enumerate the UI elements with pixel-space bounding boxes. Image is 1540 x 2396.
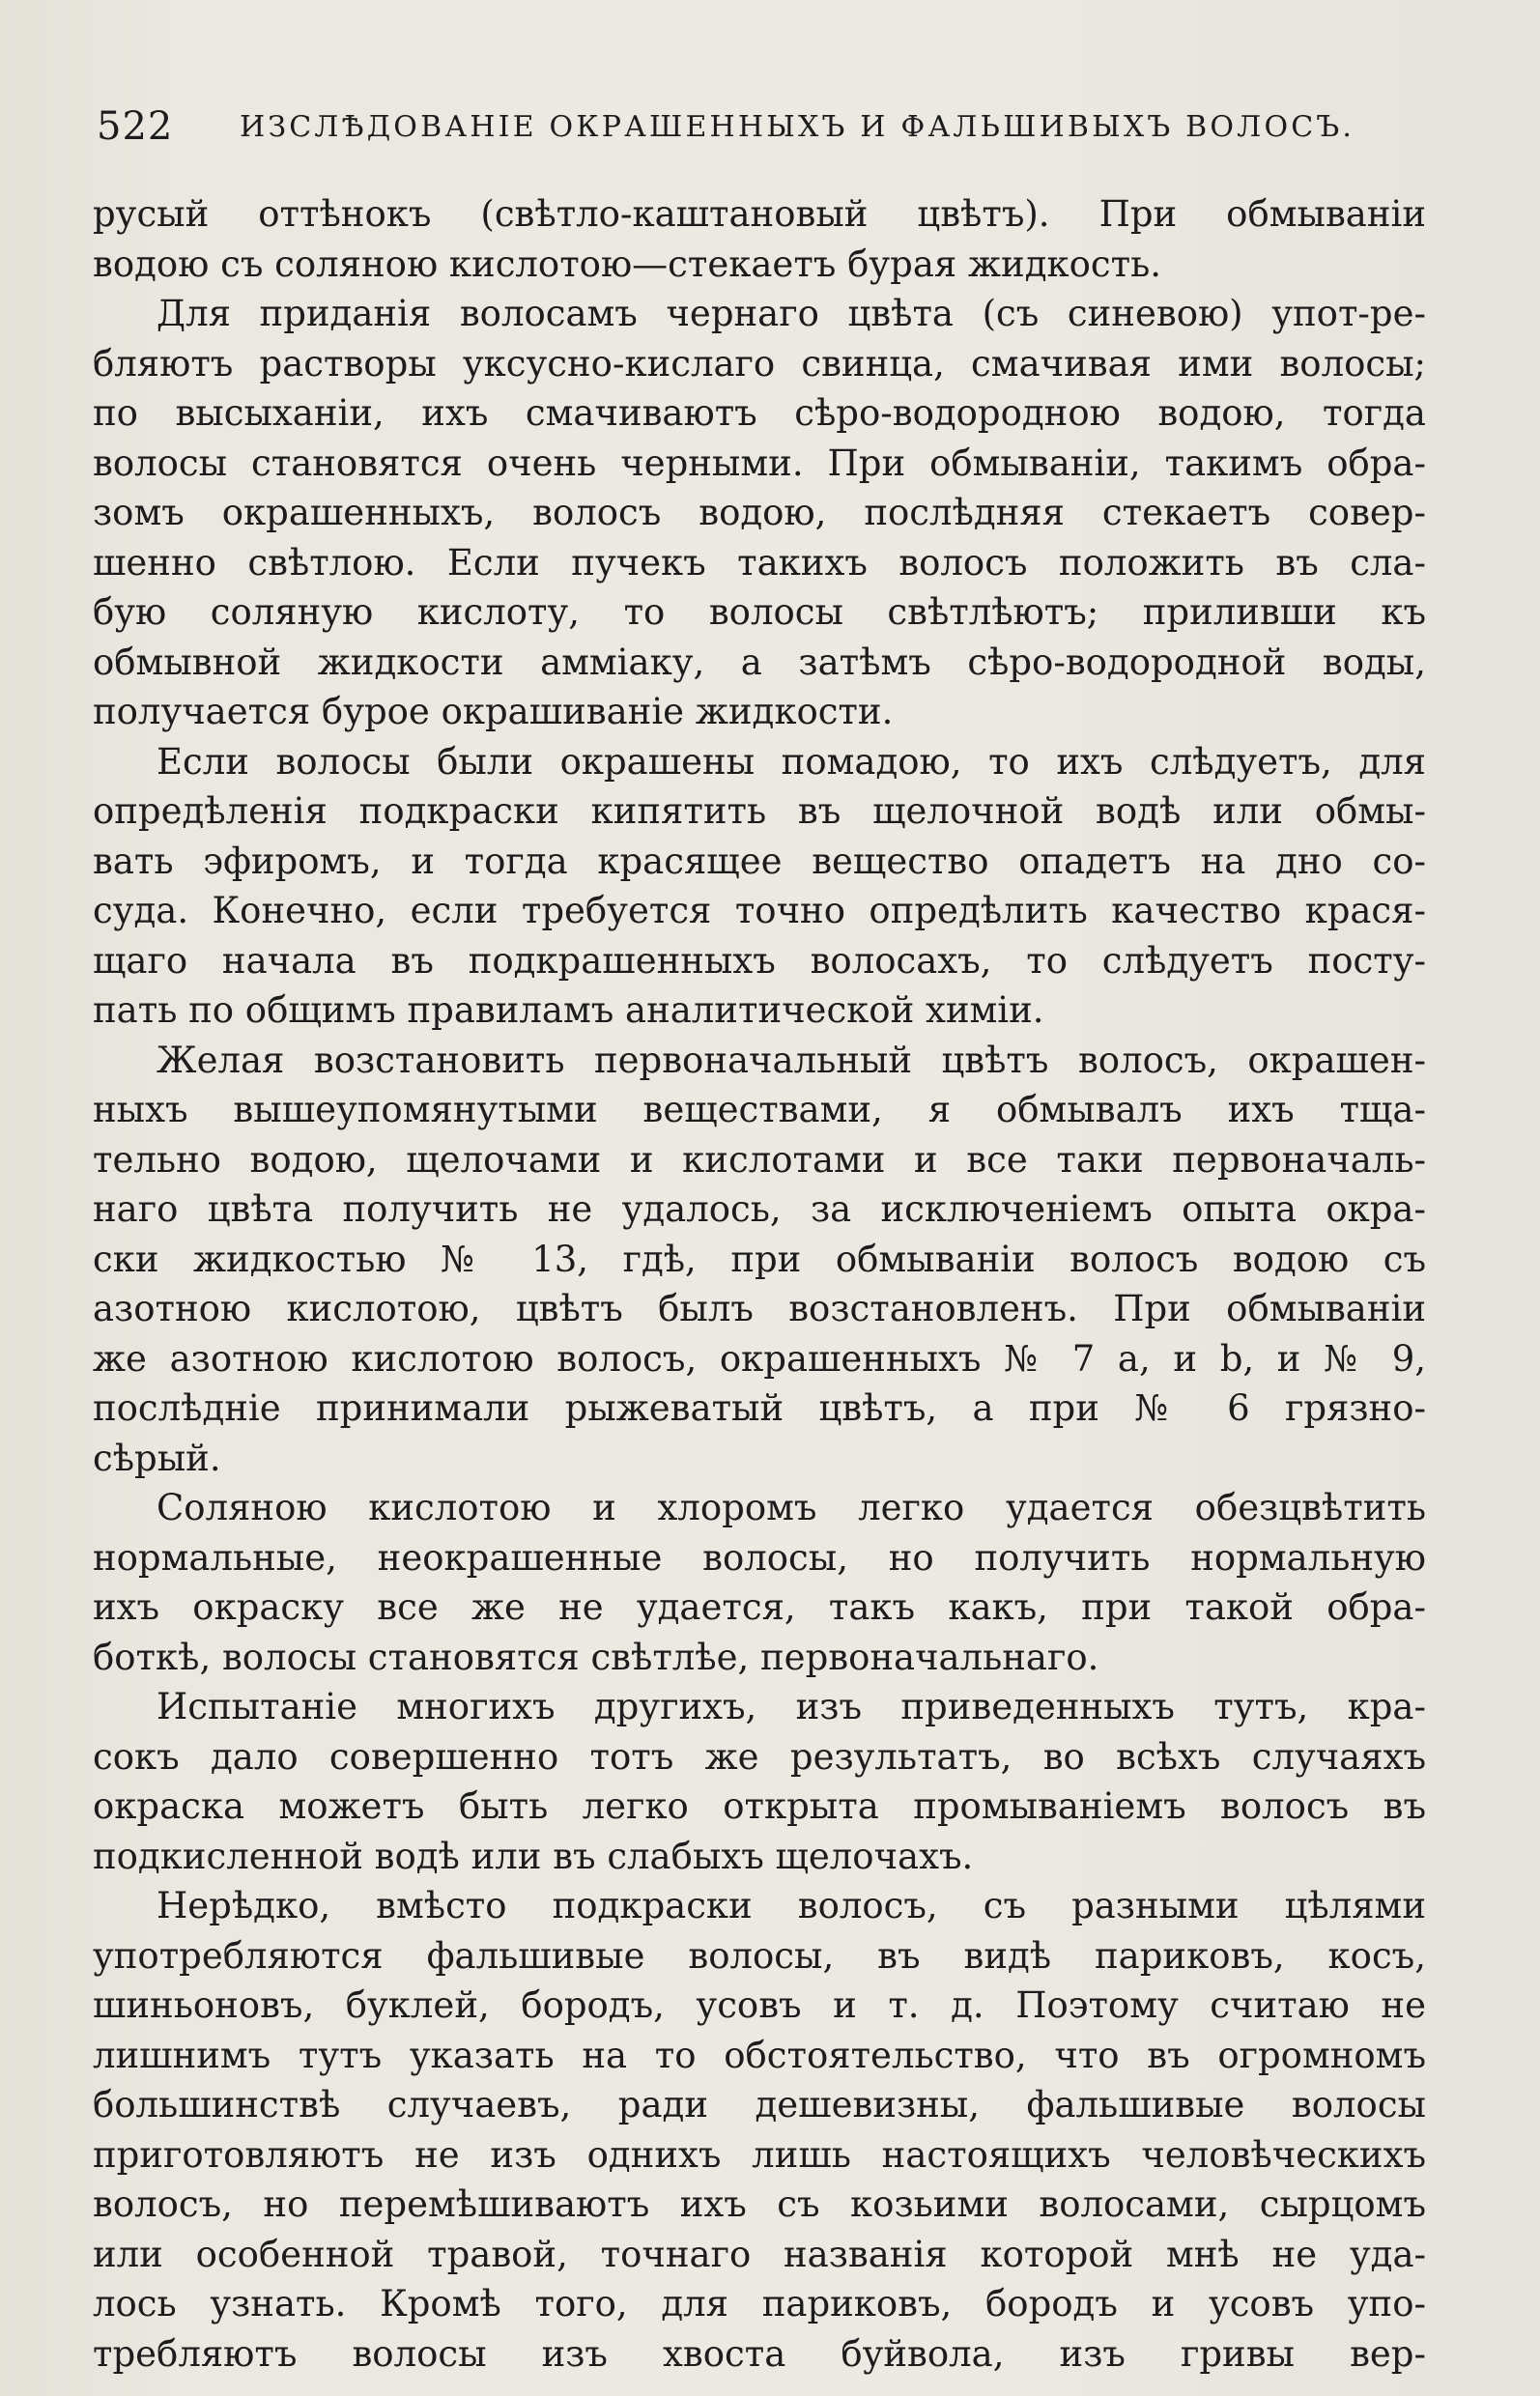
text-line: наго цвѣта получить не удалось, за исключеніемъ опыта окра- <box>93 1188 1426 1230</box>
paragraph <box>93 737 1426 1036</box>
page-header <box>97 104 1430 162</box>
text-line: подкисленной водѣ или въ слабыхъ щелочахъ. <box>93 1835 974 1877</box>
text-line: Если волосы были окрашены помадою, то ихъ слѣдуетъ, для <box>157 740 1426 783</box>
body-text <box>93 189 1426 2379</box>
text-line: Испытаніе многихъ другихъ, изъ приведенныхъ тутъ, кра- <box>157 1686 1426 1727</box>
text-line: шиньоновъ, буклей, бородъ, усовъ и т. д. Поэтому считаю не <box>93 1984 1426 2026</box>
text-line: русый оттѣнокъ (свѣтло-каштановый цвѣтъ). При обмываніи <box>93 193 1426 235</box>
text-line: или особенной травой, точнаго названія которой мнѣ не уда- <box>93 2233 1426 2275</box>
text-line: щаго начала въ подкрашенныхъ волосахъ, то слѣдуетъ посту- <box>93 939 1426 982</box>
text-line: волосы становятся очень черными. При обмываніи, такимъ обра- <box>93 442 1426 484</box>
paragraph <box>93 1036 1426 1484</box>
paragraph <box>93 189 1426 289</box>
page-number: 522 <box>97 104 174 149</box>
text-line: сѣрый. <box>93 1437 221 1479</box>
paragraph <box>93 1483 1426 1682</box>
text-line: водою съ соляною кислотою—стекаетъ бурая жидкость. <box>93 242 1161 285</box>
text-line: бляютъ растворы уксусно-кислаго свинца, смачивая ими волосы; <box>93 342 1426 385</box>
text-line: шенно свѣтлою. Если пучекъ такихъ волосъ положить въ сла- <box>93 541 1426 584</box>
text-line: пать по общимъ правиламъ аналитической химіи. <box>93 989 1044 1031</box>
text-line: же азотною кислотою волосъ, окрашенныхъ № 7 a, и b, и № 9, <box>93 1337 1426 1380</box>
text-line: требляютъ волосы изъ хвоста буйвола, изъ гривы вер- <box>93 2332 1426 2375</box>
text-line: ихъ окраску все же не удается, такъ какъ, при такой обра- <box>93 1586 1426 1628</box>
text-line: Для приданія волосамъ чернаго цвѣта (съ синевою) упот-ре- <box>157 293 1426 334</box>
text-line: получается бурое окрашиваніе жидкости. <box>93 691 894 732</box>
text-line: по высыханіи, ихъ смачиваютъ сѣро-водородною водою, тогда <box>93 392 1426 434</box>
running-title: ИЗСЛѢДОВАНІЕ ОКРАШЕННЫХЪ И ФАЛЬШИВЫХЪ ВОЛОСЪ. <box>240 110 1355 144</box>
text-line: сокъ дало совершенно тотъ же результатъ, во всѣхъ случаяхъ <box>93 1735 1426 1778</box>
text-line: вать эфиромъ, и тогда красящее вещество опадетъ на дно со- <box>93 840 1426 882</box>
text-line: лось узнать. Кромѣ того, для париковъ, бородъ и усовъ упо- <box>93 2283 1426 2325</box>
text-line: большинствѣ случаевъ, ради дешевизны, фальшивые волосы <box>93 2084 1426 2125</box>
text-line: послѣдніе принимали рыжеватый цвѣтъ, а при № 6 грязно- <box>93 1387 1426 1429</box>
text-line: Желая возстановить первоначальный цвѣтъ волосъ, окрашен- <box>157 1039 1426 1081</box>
text-line: употребляются фальшивые волосы, въ видѣ париковъ, косъ, <box>93 1934 1426 1977</box>
text-line: Нерѣдко, вмѣсто подкраски волосъ, съ разными цѣлями <box>157 1885 1426 1926</box>
text-line: зомъ окрашенныхъ, волосъ водою, послѣдняя стекаетъ совер- <box>93 492 1426 533</box>
text-line: ски жидкостью № 13, гдѣ, при обмываніи волосъ водою съ <box>93 1238 1426 1280</box>
text-line: окраска можетъ быть легко открыта промываніемъ волосъ въ <box>93 1785 1426 1827</box>
text-line: суда. Конечно, если требуется точно опредѣлить качество крася- <box>93 890 1426 931</box>
paragraph <box>93 1881 1426 2379</box>
text-line: обмывной жидкости амміаку, а затѣмъ сѣро-водородной воды, <box>93 641 1426 683</box>
paragraph <box>93 1682 1426 1881</box>
text-line: волосъ, но перемѣшиваютъ ихъ съ козьими волосами, сырцомъ <box>93 2183 1426 2225</box>
text-line: приготовляютъ не изъ однихъ лишь настоящихъ человѣческихъ <box>93 2133 1426 2176</box>
paragraph <box>93 289 1426 737</box>
text-line: ныхъ вышеупомянутыми веществами, я обмывалъ ихъ тща- <box>93 1089 1426 1130</box>
text-line: опредѣленія подкраски кипятить въ щелочной водѣ или обмы- <box>93 790 1426 832</box>
text-line: тельно водою, щелочами и кислотами и все таки первоначаль- <box>93 1138 1426 1181</box>
text-line: азотною кислотою, цвѣтъ былъ возстановленъ. При обмываніи <box>93 1288 1426 1329</box>
text-line: Соляною кислотою и хлоромъ легко удается обезцвѣтить <box>157 1487 1426 1528</box>
text-line: лишнимъ тутъ указать на то обстоятельство, что въ огромномъ <box>93 2034 1426 2076</box>
text-line: боткѣ, волосы становятся свѣтлѣе, первоначальнаго. <box>93 1636 1099 1678</box>
text-line: нормальные, неокрашенные волосы, но получить нормальную <box>93 1536 1426 1579</box>
text-line: бую соляную кислоту, то волосы свѣтлѣютъ; приливши къ <box>93 591 1426 633</box>
